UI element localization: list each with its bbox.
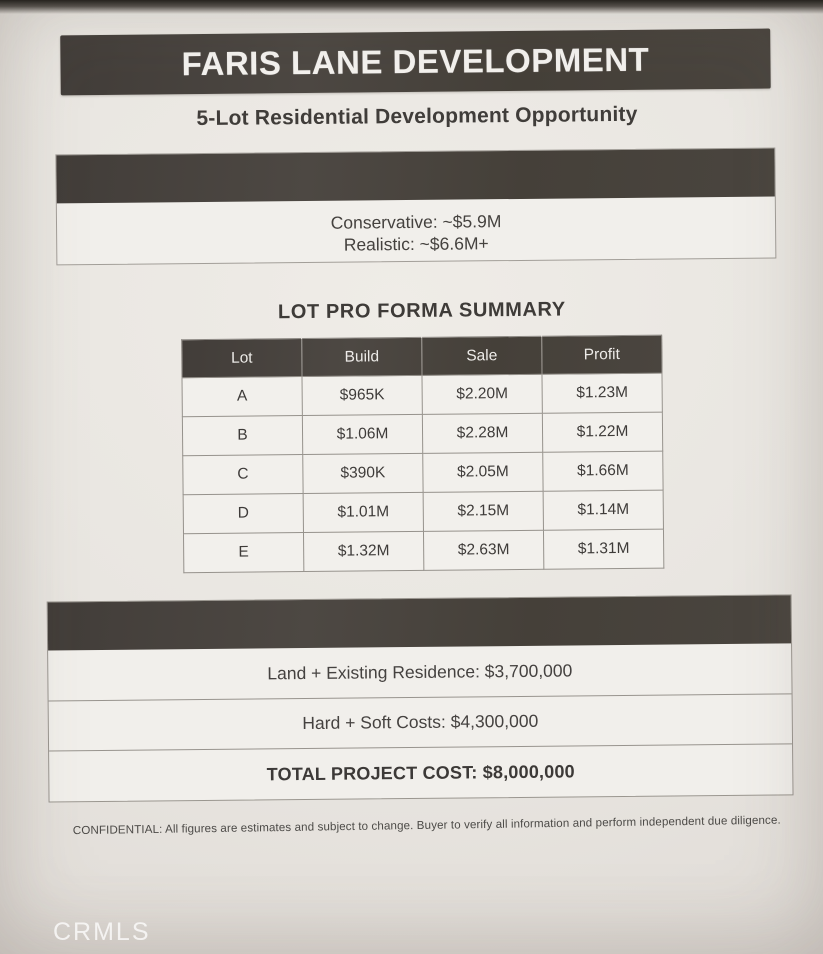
project-cost-section-bar (48, 595, 791, 650)
column-header-lot: Lot (230, 349, 253, 367)
pro-forma-table (181, 335, 664, 574)
cost-row-total: TOTAL PROJECT COST: $8,000,000 (49, 743, 792, 802)
cell-build: $965K (302, 375, 422, 415)
cell-build: $1.06M (302, 414, 422, 454)
cell-lot: A (182, 377, 302, 417)
photo-top-edge (0, 0, 823, 14)
column-header-build: Build (302, 337, 422, 376)
table-row (182, 412, 662, 456)
cost-row-hard-soft: Hard + Soft Costs: $4,300,000 (49, 693, 792, 750)
table-row (182, 373, 662, 417)
cell-sale: $2.63M (423, 530, 543, 570)
cell-lot: D (183, 494, 303, 534)
table-row (183, 529, 663, 573)
confidential-disclaimer: CONFIDENTIAL: All figures are estimates and subject to change. Buyer to verify all information and perform independent due diligence. (72, 813, 781, 838)
valuation-section-bar (56, 149, 774, 204)
valuation-conservative: Conservative: ~$5.9M (330, 211, 502, 233)
table-row (183, 451, 663, 495)
cell-profit: $1.22M (542, 412, 662, 452)
cell-sale: $2.05M (423, 452, 543, 492)
title-bar (60, 29, 771, 96)
cell-profit: $1.23M (542, 373, 662, 413)
valuation-realistic: Realistic: ~$6.6M+ (343, 233, 489, 255)
cell-profit: $1.14M (543, 490, 663, 530)
cell-lot: B (182, 416, 302, 456)
cost-row-land: Land + Existing Residence: $3,700,000 (267, 659, 573, 683)
cell-build: $1.32M (303, 531, 423, 571)
cell-build: $1.01M (303, 492, 423, 532)
page-subtitle: 5-Lot Residential Development Opportunity (196, 102, 638, 131)
cell-lot: C (183, 455, 303, 495)
cell-build: $390K (303, 453, 423, 493)
valuation-values (57, 197, 775, 259)
cell-sale: $2.20M (422, 374, 542, 414)
table-header-row (182, 335, 662, 378)
cell-lot: E (183, 533, 303, 573)
page-title: FARIS LANE DEVELOPMENT (181, 40, 650, 83)
column-header-sale: Sale (422, 336, 542, 375)
cell-profit: $1.66M (543, 451, 663, 491)
table-row (183, 490, 663, 534)
valuation-section (55, 147, 776, 265)
crmls-watermark: CRMLS (53, 918, 151, 946)
project-cost-section (47, 594, 794, 802)
cell-sale: $2.15M (423, 491, 543, 531)
pro-forma-heading: LOT PRO FORMA SUMMARY (277, 298, 566, 324)
cell-profit: $1.31M (543, 529, 663, 569)
column-header-profit: Profit (542, 335, 662, 374)
cell-sale: $2.28M (422, 413, 542, 453)
